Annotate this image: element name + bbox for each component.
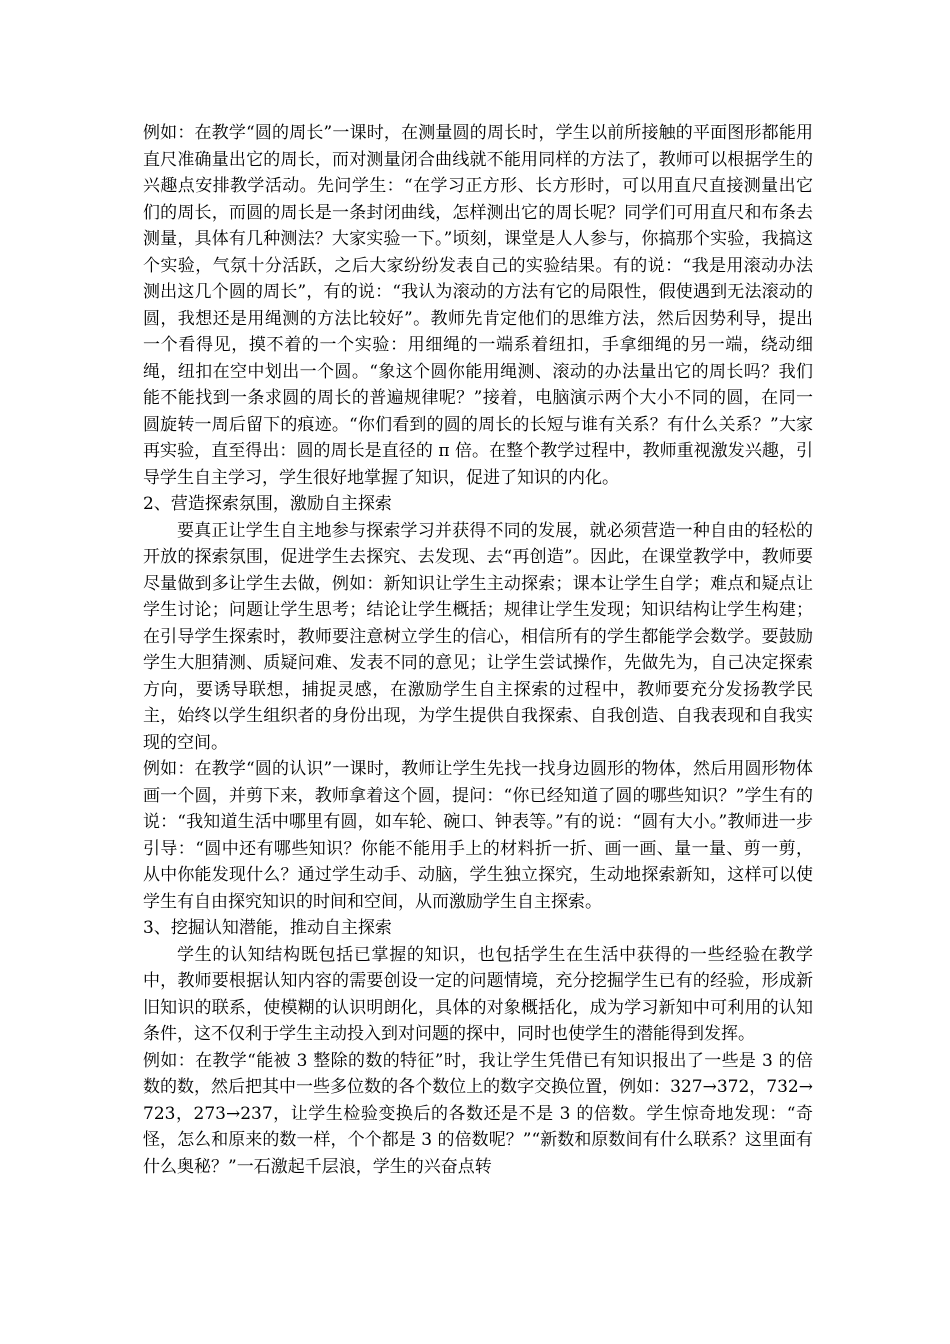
paragraph-cognitive-potential: 学生的认知结构既包括已掌握的知识，也包括学生在生活中获得的一些经验在教学中，教师要根据认知内容的需要创设一定的问题情境，充分挖掘学生已有的经验，形成新旧知识的联系，使模糊的认识明朗化，具体的对象概括化，成为学习新知中可利用的认知条件，这不仅利于学生主动投入到对问题的探中，同时也使学生的潜能得到发挥。 — [143, 944, 813, 1044]
paragraph-exploration-atmosphere: 要真正让学生自主地参与探索学习并获得不同的发展，就必须营造一种自由的轻松的开放的探索氛围，促进学生去探究、去发现、去“再创造”。因此，在课堂教学中，教师要尽量做到多让学生去做，例如：新知识让学生主动探索；课本让学生自学；难点和疑点让学生讨论；问题让学生思考；结论让学生概括；规律让学生发现；知识结构让学生构建；在引导学生探索时，教师要注意树立学生的信心，相信所有的学生都能学会数学。要鼓励学生大胆猜测、质疑问难、发表不同的意见；让学生尝试操作，先做先为，自己决定探索方向，要诱导联想，捕捉灵感，在激励学生自主探索的过程中，教师要充分发扬教学民主，始终以学生组织者的身份出现，为学生提供自我探索、自我创造、自我表现和自我实现的空间。 — [143, 520, 813, 753]
paragraph-example-divisible-by-three: 例如：在教学“能被 3 整除的数的特征”时，我让学生凭借已有知识报出了一些是 3 的倍数的数，然后把其中一些多位数的各个数位上的数字交换位置，例如：327→372，732→723，273→237，让学生检验变换后的各数还是不是 3 的倍数。学生惊奇地发现：“奇怪，怎么和原来的数一样，个个都是 3 的倍数呢？”“新数和原数间有什么联系？这里面有什么奥秘？”一石激起千层浪，学生的兴奋点转 — [143, 1050, 813, 1177]
section-heading-2: 2、营造探索氛围，激励自主探索 — [143, 494, 392, 514]
paragraph-example-circle-recognition: 例如：在教学“圆的认识”一课时，教师让学生先找一找身边圆形的物体，然后用圆形物体画一个圆，并剪下来，教师拿着这个圆，提问：“你已经知道了圆的哪些知识？”学生有的说：“我知道生活中哪里有圆，如车轮、碗口、钟表等。”有的说：“圆有大小。”教师进一步引导：“圆中还有哪些知识？你能不能用手上的材料折一折、画一画、量一量、剪一剪，从中你能发现什么？通过学生动手、动脑，学生独立探究，生动地探索新知，这样可以使学生有自由探究知识的时间和空间，从而激励学生自主探索。 — [143, 759, 813, 912]
section-heading-3: 3、挖掘认知潜能，推动自主探索 — [143, 918, 392, 938]
document-page — [143, 120, 813, 1180]
paragraph-example-circle-perimeter: 例如：在教学“圆的周长”一课时，在测量圆的周长时，学生以前所接触的平面图形都能用直尺准确量出它的周长，而对测量闭合曲线就不能用同样的方法了，教师可以根据学生的兴趣点安排教学活动。先问学生：“在学习正方形、长方形时，可以用直尺直接测量出它们的周长，而圆的周长是一条封闭曲线，怎样测出它的周长呢？同学们可用直尺和布条去测量，具体有几种测法？大家实验一下。”顷刻，课堂是人人参与，你搞那个实验，我搞这个实验，气氛十分活跃，之后大家纷纷发表自己的实验结果。有的说：“我是用滚动办法测出这几个圆的周长”，有的说：“我认为滚动的方法有它的局限性，假使遇到无法滚动的圆，我想还是用绳测的方法比较好”。教师先肯定他们的思维方法，然后因势利导，提出一个看得见，摸不着的一个实验：用细绳的一端系着纽扣，手拿细绳的另一端，绕动细绳，纽扣在空中划出一个圆。“象这个圆你能用绳测、滚动的办法量出它的周长吗？我们能不能找到一条求圆的周长的普遍规律呢？”接着，电脑演示两个大小不同的圆，在同一圆旋转一周后留下的痕迹。“你们看到的圆的周长的长短与谁有关系？有什么关系？”大家再实验，直至得出：圆的周长是直径的 π 倍。在整个教学过程中，教师重视激发兴趣，引导学生自主学习，学生很好地掌握了知识，促进了知识的内化。 — [143, 123, 813, 488]
